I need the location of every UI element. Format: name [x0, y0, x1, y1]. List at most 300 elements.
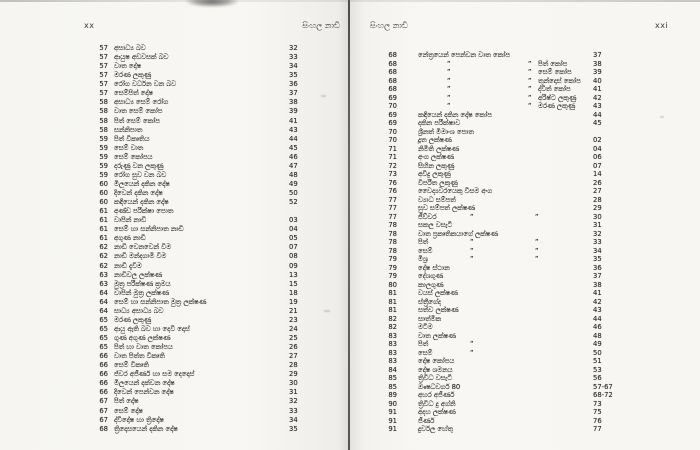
entry-section-number: 49	[289, 179, 298, 188]
entry-title: රෝග සුව වන බව	[114, 170, 167, 179]
entry-title: පිත් සෙම් කෝප	[114, 116, 160, 125]
entry-section-number: 38	[593, 280, 602, 289]
entry-title: වාපින් මුත්‍ර ලක්ෂණ	[114, 288, 169, 297]
entry-title: වාත දෝෂ	[114, 62, 142, 71]
entry-book-page-number: 65	[99, 343, 108, 352]
toc-row	[350, 204, 700, 213]
entry-section-number: 34	[593, 246, 602, 255]
entry-book-page-number: 68	[388, 59, 397, 68]
toc-row	[0, 289, 349, 298]
entry-title: සිහින ලකුණු	[418, 161, 455, 170]
entry-book-page-number: 91	[388, 425, 397, 433]
entry-section-number: 75	[593, 408, 602, 416]
entry-book-page-number: 81	[388, 289, 397, 297]
toc-row	[0, 388, 349, 397]
entry-title: නාඩි මන්දගාමී වීම	[114, 252, 167, 261]
entry-book-page-number: 69	[388, 119, 397, 127]
toc-row	[0, 62, 349, 71]
entry-title: නේත්‍රයෙන් පෙන්වන වාත කෝප	[418, 51, 510, 59]
entry-title: සාත්මික	[418, 314, 442, 323]
entry-book-page-number: 79	[388, 255, 397, 263]
entry-title: සෙම්	[418, 348, 433, 357]
entry-section-number: 27	[593, 187, 602, 195]
entry-book-page-number: 61	[99, 207, 108, 216]
entry-section-number: 77	[593, 425, 602, 433]
scan-artifact	[660, 116, 664, 118]
toc-row	[0, 126, 349, 135]
ditto-mark: ”	[535, 212, 539, 221]
entry-title: නාඩි දැවීම	[114, 261, 142, 270]
toc-row	[0, 180, 349, 189]
entry-title: වෛද්‍යවරයෙකු විසම අංග	[418, 187, 493, 195]
entry-book-page-number: 83	[388, 348, 397, 357]
toc-row	[0, 234, 349, 243]
entry-section-number: 47	[289, 161, 298, 170]
entry-book-page-number: 68	[388, 68, 397, 76]
entry-section-number: 39	[593, 68, 602, 76]
toc-row	[350, 187, 700, 196]
scan-smudge-artifact	[186, 0, 238, 7]
entry-book-page-number: 59	[99, 143, 108, 152]
toc-row	[0, 271, 349, 280]
entry-section-number: 35	[593, 255, 602, 263]
entry-book-page-number: 69	[388, 93, 397, 102]
entry-section-number: 13	[289, 270, 298, 279]
entry-section-number: 45	[593, 119, 602, 127]
entry-book-page-number: 91	[388, 416, 397, 425]
entry-book-page-number: 68	[388, 51, 397, 59]
entry-section-number: 41	[593, 85, 602, 93]
toc-row	[350, 425, 700, 434]
entry-book-page-number: 66	[99, 370, 108, 379]
entry-section-number: 04	[289, 225, 298, 234]
entry-book-page-number: 82	[388, 323, 397, 331]
entry-section-number: 09	[289, 261, 298, 270]
entry-title: ව්‍යාධ සම්පත්	[418, 195, 456, 204]
toc-row	[350, 153, 700, 162]
entry-book-page-number: 62	[99, 252, 108, 261]
entry-section-number: 51	[593, 357, 602, 365]
entry-section-number: 31	[593, 221, 602, 229]
toc-row	[350, 357, 700, 366]
entry-title: සකල වසැටි	[418, 221, 453, 229]
book-gutter-line	[348, 0, 350, 450]
entry-title: පිත් විකෘතිය	[114, 134, 150, 143]
entry-section-number: 40	[593, 76, 602, 85]
entry-book-page-number: 65	[99, 315, 108, 324]
entry-title: සෙම් හා සන්නිපාත මුත්‍ර ලක්ෂණ	[114, 297, 207, 306]
entry-title: මිලයෙන් දකින දෝෂ	[114, 179, 170, 188]
toc-row	[0, 316, 349, 325]
entry-title: සාධ්‍ය අසාධ්‍ය බව	[114, 306, 164, 315]
toc-row	[0, 379, 349, 388]
ditto-mark: ”	[447, 102, 451, 110]
entry-section-number: 43	[593, 102, 602, 110]
toc-row	[0, 225, 349, 234]
toc-row	[350, 51, 700, 60]
entry-book-page-number: 60	[99, 189, 108, 197]
toc-row	[350, 128, 700, 137]
entry-book-page-number: 73	[388, 170, 397, 178]
entry-book-page-number: 64	[99, 297, 108, 306]
entry-title: සෙම් විකෘති	[114, 361, 149, 370]
toc-row	[350, 374, 700, 383]
toc-row	[0, 252, 349, 261]
entry-title: මුත්‍ර පරීක්ෂණ ක්‍රමය	[114, 279, 171, 288]
entry-book-page-number: 66	[99, 361, 108, 370]
toc-row	[0, 307, 349, 316]
entry-title: දකින පරීක්ෂාව	[418, 119, 461, 127]
toc-row	[350, 264, 700, 273]
entry-title: සෙම් හා සන්නිපාත නාඩි	[114, 225, 184, 234]
toc-row	[350, 340, 700, 349]
toc-row	[350, 94, 700, 103]
entry-section-number: 18	[289, 288, 298, 297]
toc-row	[0, 135, 349, 144]
entry-title: පිත්	[418, 340, 429, 348]
toc-row	[350, 238, 700, 247]
toc-row	[0, 407, 349, 416]
entry-section-number: 36	[289, 80, 298, 89]
entry-section-number: 35	[289, 424, 298, 433]
entry-book-page-number: 76	[388, 178, 397, 187]
scan-artifact	[324, 310, 330, 312]
toc-row	[350, 366, 700, 375]
entry-book-page-number: 57	[99, 89, 108, 98]
entry-section-number: 04	[593, 144, 602, 153]
left-folio-number: xx	[84, 21, 95, 30]
entry-section-number: 33	[289, 406, 298, 415]
entry-title: විපරීත ලකුණු	[418, 178, 458, 187]
entry-section-number: 07	[593, 161, 602, 170]
entry-section-number: 21	[289, 306, 298, 315]
right-toc-list	[350, 51, 700, 434]
entry-section-number: 30	[593, 212, 602, 221]
entry-title: වාපින් නාඩි	[114, 216, 147, 225]
entry-book-page-number: 57	[99, 80, 108, 89]
entry-section-number: 34	[289, 62, 298, 71]
entry-title: නිමිති ලක්ෂණ	[418, 144, 460, 153]
entry-title: දරුණු වන ලකුණු	[114, 161, 164, 170]
entry-section-number: 27	[289, 352, 298, 361]
toc-row	[0, 361, 349, 370]
toc-row	[350, 408, 700, 417]
entry-book-page-number: 78	[388, 229, 397, 238]
entry-section-number: 50	[593, 348, 602, 357]
entry-title: ආයු ඇති බව හා දෙවි දොස්	[114, 324, 190, 333]
entry-book-page-number: 67	[99, 406, 108, 415]
toc-row	[0, 325, 349, 334]
toc-row	[0, 189, 349, 198]
ditto-mark: ”	[535, 238, 539, 246]
right-running-title: සිංහල නාඩි	[370, 21, 408, 30]
entry-title: අරිෂ්ට ලකුණු	[538, 93, 577, 102]
entry-title: දෝෂ ස්ථාන	[418, 263, 450, 272]
toc-row	[0, 107, 349, 116]
entry-section-number: 28	[593, 195, 602, 204]
entry-title: ත්‍රිදොසයෙන් දකින දෝෂ	[114, 424, 178, 433]
entry-title: සෙම්පිත් දෝෂ	[114, 89, 153, 98]
toc-row	[350, 315, 700, 324]
entry-section-number: 33	[289, 53, 298, 62]
entry-book-page-number: 63	[99, 270, 108, 279]
toc-row	[0, 243, 349, 252]
entry-title: පිත්	[418, 238, 429, 246]
entry-book-page-number: 58	[99, 107, 108, 116]
entry-section-number: 32	[289, 397, 298, 406]
entry-book-page-number: 79	[388, 272, 397, 280]
toc-row	[350, 119, 700, 128]
entry-section-number: 42	[593, 93, 602, 102]
toc-row	[0, 80, 349, 89]
toc-row	[0, 98, 349, 107]
entry-title: මරණ ලකුණු	[538, 102, 576, 110]
entry-book-page-number: 57	[99, 62, 108, 71]
toc-row	[350, 170, 700, 179]
ditto-mark: ”	[447, 59, 451, 68]
entry-title: සුව සම්පත් ලක්ෂණ	[418, 204, 475, 212]
entry-title: නාඩි වෙනවෙන් වීම	[114, 243, 171, 252]
ditto-mark: ”	[528, 76, 532, 85]
entry-book-page-number: 63	[99, 279, 108, 288]
entry-book-page-number: 68	[388, 85, 397, 93]
entry-section-number: 52	[289, 198, 298, 207]
entry-book-page-number: 77	[388, 195, 397, 204]
entry-section-number: 26	[289, 343, 298, 352]
entry-section-number: 24	[289, 324, 298, 333]
entry-title: සෙම් කෝපය	[114, 152, 153, 161]
entry-book-page-number: 66	[99, 388, 108, 397]
entry-book-page-number: 66	[99, 352, 108, 361]
entry-section-number: 76	[593, 416, 602, 425]
entry-title: දෝෂ ශමනය	[418, 365, 453, 374]
toc-row	[350, 247, 700, 256]
toc-row	[350, 145, 700, 154]
entry-title: අහර අජීර්ණ	[418, 391, 455, 399]
entry-title: මිශ්‍ර	[418, 255, 428, 263]
entry-book-page-number: 71	[388, 144, 397, 153]
entry-title: රෝග වර්ධන වන බව	[114, 80, 177, 89]
ditto-mark: ”	[447, 68, 451, 76]
toc-row	[350, 230, 700, 239]
toc-row	[350, 196, 700, 205]
entry-book-page-number: 77	[388, 212, 397, 221]
entry-section-number: 44	[593, 110, 602, 119]
entry-title: දිවෙන් පෙන්වන දෝෂ	[114, 388, 174, 397]
entry-section-number: 28	[289, 361, 298, 370]
entry-book-page-number: 65	[99, 324, 108, 333]
toc-row	[0, 343, 349, 352]
toc-row	[350, 383, 700, 392]
ditto-mark: ”	[528, 93, 532, 102]
entry-book-page-number: 81	[388, 306, 397, 314]
entry-section-number: 23	[289, 315, 298, 324]
toc-row	[0, 352, 349, 361]
ditto-mark: ”	[528, 102, 532, 110]
entry-book-page-number: 57	[99, 53, 108, 62]
entry-book-page-number: 70	[388, 102, 397, 110]
toc-row	[350, 391, 700, 400]
toc-row	[350, 68, 700, 77]
entry-section-number: 07	[289, 243, 298, 252]
entry-section-number: 32	[289, 44, 298, 52]
right-running-head	[350, 21, 700, 33]
entry-title: සෙම් වාත	[114, 143, 144, 152]
toc-row	[350, 349, 700, 358]
entry-title: මිලයෙන් දක්වන දෝෂ	[114, 379, 175, 388]
entry-book-page-number: 78	[388, 221, 397, 229]
entry-title: අණ්ඩ පරීක්ෂා පොත	[114, 207, 174, 216]
entry-title: අවිදු ලකුණු	[418, 170, 451, 178]
entry-title: ජීර්ණ	[418, 416, 435, 425]
entry-book-page-number: 57	[99, 71, 108, 80]
entry-section-number: 38	[593, 59, 602, 68]
entry-section-number: 19	[289, 297, 298, 306]
entry-book-page-number: 59	[99, 134, 108, 143]
entry-book-page-number: 61	[99, 225, 108, 234]
toc-row	[0, 117, 349, 126]
entry-book-page-number: 60	[99, 198, 108, 207]
entry-section-number: 37	[593, 51, 602, 59]
entry-book-page-number: 81	[388, 297, 397, 306]
entry-book-page-number: 71	[388, 153, 397, 161]
entry-section-number: 43	[289, 125, 298, 134]
toc-row	[350, 77, 700, 86]
toc-row	[0, 162, 349, 171]
entry-section-number: 05	[289, 234, 298, 243]
entry-book-page-number: 77	[388, 204, 397, 212]
entry-book-page-number: 70	[388, 127, 397, 136]
entry-title: දිවෙන් දකින දෝෂ	[114, 189, 163, 197]
toc-row	[0, 425, 349, 434]
entry-section-number: 02	[593, 136, 602, 144]
entry-book-page-number: 76	[388, 187, 397, 195]
entry-section-number: 48	[593, 331, 602, 340]
entry-book-page-number: 65	[99, 334, 108, 342]
left-running-title: සිංහල නාඩි	[302, 21, 340, 30]
entry-book-page-number: 85	[388, 382, 397, 391]
entry-book-page-number: 59	[99, 170, 108, 179]
entry-section-number: 37	[593, 272, 602, 280]
entry-section-number: 35	[289, 71, 298, 80]
entry-book-page-number: 83	[388, 357, 397, 365]
entry-title: කඳියෙන් දකින දෝෂ	[114, 198, 169, 207]
entry-title: ඖෂධවර්ග 80	[418, 382, 461, 391]
entry-book-page-number: 84	[388, 365, 397, 374]
ditto-mark: ”	[535, 246, 539, 255]
entry-title: වාත ලක්ෂණ	[418, 331, 456, 340]
entry-section-number: 46	[593, 323, 602, 331]
toc-row	[0, 334, 349, 343]
entry-title: අංග ලක්ෂණ	[418, 153, 454, 161]
entry-book-page-number: 89	[388, 391, 397, 399]
entry-section-number: 03	[289, 216, 298, 225]
entry-title: ගුණ අගුණ ලක්ෂණ	[114, 334, 171, 342]
toc-row	[0, 144, 349, 153]
entry-section-number: 39	[289, 107, 298, 116]
entry-book-page-number: 64	[99, 306, 108, 315]
entry-book-page-number: 66	[99, 379, 108, 388]
toc-row	[0, 416, 349, 425]
entry-title: ශ්‍රීනත් මීමාංශ පොත	[418, 127, 474, 136]
entry-book-page-number: 62	[99, 261, 108, 270]
ditto-mark: ”	[470, 212, 474, 221]
toc-row	[0, 280, 349, 289]
toc-row	[0, 262, 349, 271]
entry-title: ත්‍රිවිධ දු අග්නි	[418, 399, 456, 408]
entry-section-number: 06	[593, 153, 602, 161]
entry-title: දූත ලක්ෂණ	[418, 136, 452, 144]
entry-title: සෙම් කෝප	[538, 68, 572, 76]
entry-title: කාලගුණ	[418, 280, 444, 289]
ditto-mark: ”	[528, 59, 532, 68]
entry-title: මරණ ලකුණු	[114, 71, 152, 80]
entry-book-page-number: 78	[388, 246, 397, 255]
entry-section-number: 31	[289, 388, 298, 397]
entry-title: පිත් හා වාත කෝපය	[114, 343, 173, 352]
entry-book-page-number: 78	[388, 238, 397, 246]
entry-title: වාත පිත්ත විකෘති	[114, 352, 165, 361]
toc-row	[350, 85, 700, 94]
ditto-mark: ”	[470, 246, 474, 255]
entry-book-page-number: 72	[388, 161, 397, 170]
entry-section-number: 49	[593, 340, 602, 348]
ditto-mark: ”	[447, 76, 451, 85]
entry-book-page-number: 90	[388, 399, 397, 408]
toc-row	[350, 179, 700, 188]
right-folio-number: xxi	[655, 21, 669, 30]
entry-book-page-number: 59	[99, 161, 108, 170]
entry-title: සත්ව ලක්ෂණ	[418, 306, 459, 314]
entry-book-page-number: 70	[388, 136, 397, 144]
entry-section-number: 29	[593, 204, 602, 212]
entry-title: මටිම	[418, 323, 433, 331]
entry-title: ද්විත් කෝප	[538, 85, 571, 93]
toc-row	[350, 162, 700, 171]
entry-section-number: 45	[289, 143, 298, 152]
entry-section-number: 42	[593, 297, 602, 306]
entry-section-number: 50	[289, 189, 298, 197]
entry-section-number: 14	[593, 170, 602, 178]
entry-book-page-number: 69	[388, 110, 397, 119]
entry-section-number: 26	[593, 178, 602, 187]
entry-book-page-number: 57	[99, 44, 108, 52]
entry-book-page-number: 62	[99, 243, 108, 252]
entry-title: නාඩිවල ලක්ෂණ	[114, 270, 162, 279]
scan-artifact	[321, 95, 326, 97]
entry-title: දුර්වල හේතු	[418, 425, 453, 433]
toc-row	[350, 332, 700, 341]
entry-title: ස්ත්‍රීගේද	[418, 297, 441, 306]
entry-title: අසාධ්‍ය සෙම් රෝග	[114, 98, 169, 107]
entry-title: වාත සෙම් කෝප	[114, 107, 163, 116]
entry-title: අදහ ලක්ෂණ	[418, 408, 456, 416]
toc-row	[350, 400, 700, 409]
entry-section-number: 15	[289, 279, 298, 288]
entry-title: සෙම්	[418, 246, 433, 255]
ditto-mark: ”	[470, 348, 474, 357]
ditto-mark: ”	[447, 85, 451, 93]
entry-section-number: 44	[593, 314, 602, 323]
entry-section-number: 32	[593, 229, 602, 238]
entry-section-number: 46	[289, 152, 298, 161]
toc-row	[350, 60, 700, 69]
entry-book-page-number: 59	[99, 152, 108, 161]
toc-row	[350, 111, 700, 120]
toc-row	[350, 136, 700, 145]
entry-book-page-number: 83	[388, 331, 397, 340]
entry-title: තුන්දොස් කෝප	[538, 76, 581, 85]
